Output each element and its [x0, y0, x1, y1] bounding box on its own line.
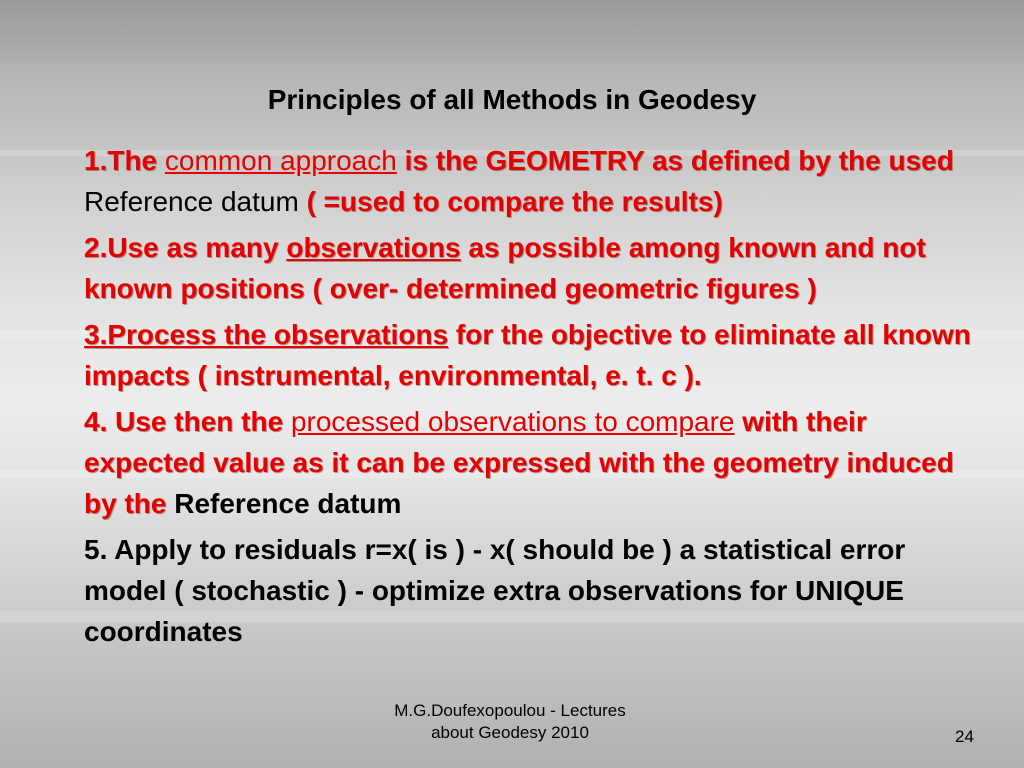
principle-text-segment: 5. Apply to residuals r=x( is ) - x( should be ) a statistical error model ( stochastic ) - optimize extra observations for UNIQUE coordinates [84, 534, 906, 647]
principle-text-segment: Reference datum [84, 186, 307, 217]
principle-text-segment: 4. Use then the [84, 406, 291, 437]
principle-text-segment: as possible among known and not known positions ( over- determined geometric figures ) [84, 232, 926, 304]
principle-text-segment: with their expected value as it can be expressed with the geometry induced by the [84, 406, 954, 519]
page-number: 24 [955, 727, 974, 746]
principle-text-segment: for the objective to eliminate all known impacts ( instrumental, environmental, e. t. c ). [84, 319, 971, 391]
principle-text-segment: common approach [164, 145, 397, 176]
principle-text-segment: 3.Process the observations [84, 319, 449, 350]
principle-item [84, 401, 984, 524]
slide-content [84, 140, 984, 657]
slide-title: Principles of all Methods in Geodesy [267, 84, 757, 115]
principle-text-segment: 1.The [84, 145, 165, 176]
principle-text-segment: processed observations to compare [290, 406, 735, 437]
principle-text-segment: Reference datum [174, 488, 402, 519]
principle-item [84, 314, 984, 396]
principle-item [84, 227, 984, 309]
principle-text-segment: ( =used to compare the results) [306, 186, 723, 217]
principle-text-segment: observations [286, 232, 461, 263]
principle-item [84, 140, 984, 222]
footer-line: about Geodesy 2010 [431, 723, 589, 742]
footer-line: M.G.Doufexopoulou - Lectures [394, 701, 626, 720]
principle-text-segment: is the GEOMETRY as defined by the used [396, 145, 954, 176]
footer-credit [330, 700, 690, 744]
principle-item [84, 529, 984, 652]
principle-text-segment: 2.Use as many [84, 232, 287, 263]
